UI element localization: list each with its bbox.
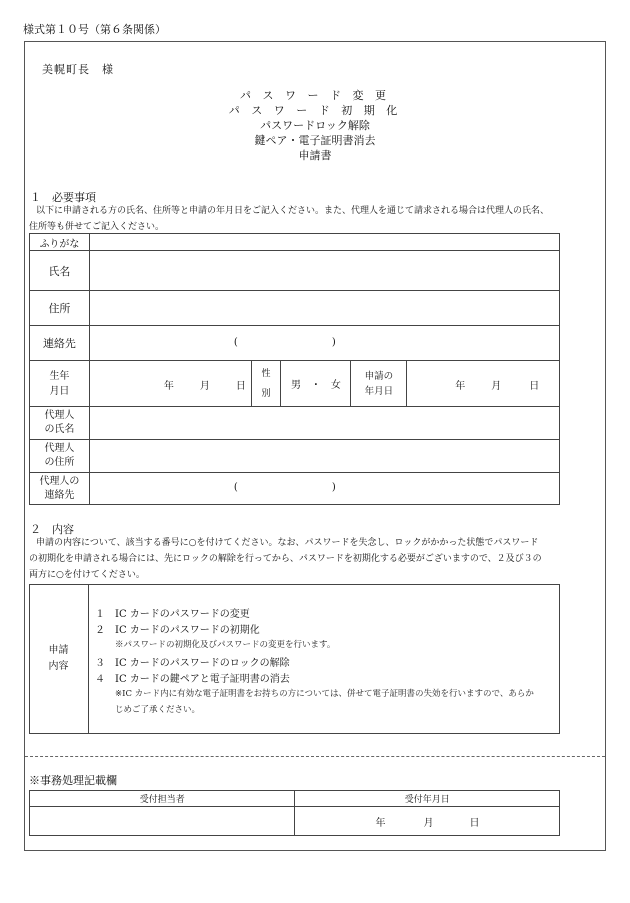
- title-line-4: 鍵ペア・電子証明書消去: [254, 134, 376, 147]
- agent-name-label: [30, 407, 90, 440]
- receipt-date-field[interactable]: [295, 807, 560, 836]
- title-line-1: パ ス ワ ー ド 変 更: [240, 89, 390, 102]
- sex-label: [251, 361, 281, 407]
- option-4-note-2: じめご了承ください。: [115, 705, 201, 715]
- apply-date-label-2: 年月日: [364, 385, 394, 397]
- agent-contact-paren-open: (: [233, 481, 238, 493]
- contact-paren-open: (: [233, 337, 238, 348]
- staff-field[interactable]: [30, 807, 295, 836]
- section2-instruction-2: の初期化を申請される場合には、先にロックの解除を行ってから、パスワードを初期化する必要がございますので、２及び３の: [29, 554, 542, 564]
- applicant-table: [29, 233, 560, 505]
- agent-contact-label-2: 連絡先: [44, 489, 75, 501]
- office-heading: ※事務処理記載欄: [29, 774, 117, 787]
- request-content-label-1: 申請: [48, 645, 69, 656]
- option-4-note-1: ※IC カード内に有効な電子証明書をお持ちの方については、併せて電子証明書の失効を行いますので、あらか: [115, 689, 534, 699]
- receipt-month-label: 月: [423, 818, 434, 829]
- agent-name-field[interactable]: [89, 407, 559, 440]
- cut-line: [25, 756, 605, 757]
- birth-label-2: 月日: [49, 385, 70, 397]
- title-line-3: パスワードロック解除: [260, 119, 370, 132]
- apply-year-label: 年: [455, 380, 466, 392]
- agent-name-label-2: の氏名: [44, 424, 75, 435]
- form-title: [200, 88, 430, 163]
- birth-label-1: 生年: [49, 370, 70, 382]
- office-table: [29, 790, 560, 836]
- section1-instruction-1: 以下に申請される方の氏名、住所等と申請の年月日をご記入ください。また、代理人を通じて請求される場合は代理人の氏名、: [36, 206, 550, 216]
- contact-field[interactable]: [89, 326, 559, 361]
- staff-header: 受付担当者: [30, 791, 295, 807]
- option-2-note: ※パスワードの初期化及びパスワードの変更を行います。: [115, 640, 336, 650]
- furigana-label: ふりがな: [30, 234, 90, 251]
- receipt-date-header: 受付年月日: [295, 791, 560, 807]
- option-4[interactable]: ４ IC カードの鍵ペアと電子証明書の消去: [95, 674, 290, 685]
- furigana-field[interactable]: [89, 234, 559, 251]
- addressee: 美幌町長 様: [42, 63, 114, 76]
- request-content-label-2: 内容: [48, 661, 69, 672]
- birth-day-label: 日: [235, 380, 246, 392]
- option-3[interactable]: ３ IC カードのパスワードのロックの解除: [95, 658, 290, 669]
- name-field[interactable]: [89, 251, 559, 291]
- sex-label-2: 別: [261, 388, 271, 399]
- apply-month-label: 月: [491, 380, 502, 392]
- agent-contact-label-1: 代理人の: [39, 475, 80, 487]
- apply-day-label: 日: [529, 380, 540, 392]
- request-content-label: [29, 584, 89, 734]
- agent-address-label-1: 代理人: [44, 443, 75, 454]
- birth-date-field[interactable]: [89, 361, 251, 407]
- section2-instruction-1: 申請の内容について、該当する番号に○を付けてください。なお、パスワードを失念し、ロックがかかった状態でパスワード: [36, 538, 539, 548]
- section2-heading: ２ 内容: [30, 523, 74, 536]
- contact-paren-close: ): [331, 337, 336, 348]
- receipt-day-label: 日: [469, 818, 480, 829]
- agent-address-label: [30, 440, 90, 473]
- title-line-2: パ ス ワ ー ド 初 期 化: [228, 104, 402, 117]
- apply-date-label-1: 申請の: [364, 370, 394, 382]
- agent-address-field[interactable]: [89, 440, 559, 473]
- section1-heading: １ 必要事項: [30, 191, 96, 204]
- agent-name-label-1: 代理人: [44, 410, 75, 421]
- section1-instruction-2: 住所等も併せてご記入ください。: [29, 222, 165, 232]
- form-code: 様式第１０号（第６条関係）: [23, 23, 166, 36]
- section2-instruction-3: 両方に○を付けてください。: [29, 570, 145, 580]
- birth-month-label: 月: [199, 380, 210, 392]
- birth-label: [30, 361, 90, 407]
- option-1[interactable]: １ IC カードのパスワードの変更: [95, 609, 250, 620]
- option-2[interactable]: ２ IC カードのパスワードの初期化: [95, 625, 260, 636]
- agent-contact-field[interactable]: [89, 473, 559, 505]
- receipt-year-label: 年: [375, 818, 386, 829]
- contact-label: 連絡先: [30, 326, 90, 361]
- apply-date-label: [351, 361, 407, 407]
- agent-contact-label: [30, 473, 90, 505]
- apply-date-field[interactable]: [407, 361, 560, 407]
- sex-options[interactable]: 男 ・ 女: [281, 361, 351, 407]
- address-label: 住所: [30, 291, 90, 326]
- agent-address-label-2: の住所: [44, 457, 75, 468]
- agent-contact-paren-close: ): [331, 481, 336, 493]
- title-line-5: 申請書: [298, 149, 332, 162]
- name-label: 氏名: [30, 251, 90, 291]
- birth-year-label: 年: [163, 380, 174, 392]
- address-field[interactable]: [89, 291, 559, 326]
- sex-label-1: 性: [261, 368, 271, 379]
